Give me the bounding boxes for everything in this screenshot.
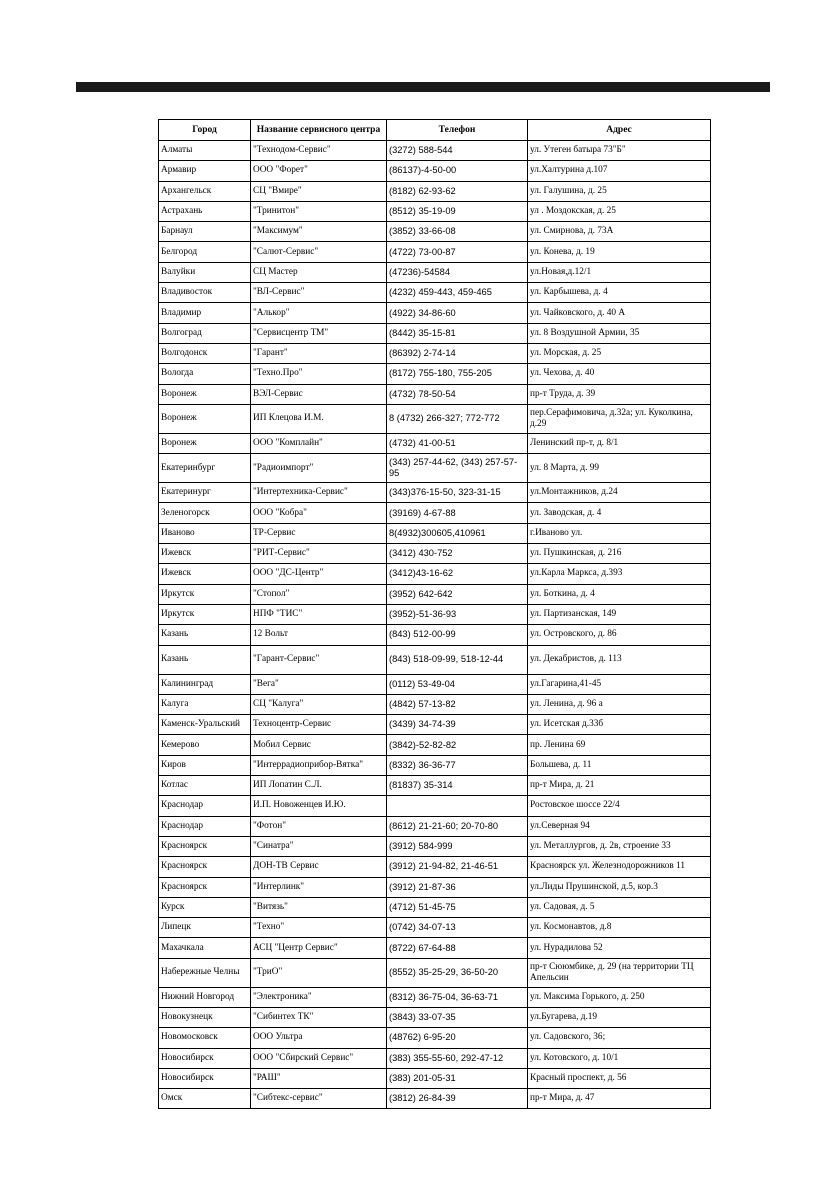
center-name-cell: ООО "ДС-Центр" xyxy=(251,564,387,584)
city-cell: Красноярск xyxy=(159,836,251,856)
phone-cell: (3843) 33-07-35 xyxy=(387,1007,528,1027)
address-cell: ул. 8 Марта, д. 99 xyxy=(528,454,711,483)
city-cell: Алматы xyxy=(159,141,251,161)
center-name-cell: ИП Лопатин С.Л. xyxy=(251,776,387,796)
city-cell: Астрахань xyxy=(159,201,251,221)
center-name-cell: АСЦ "Центр Сервис" xyxy=(251,938,387,958)
address-cell: ул. Садовского, 36; xyxy=(528,1028,711,1048)
city-cell: Каменск-Уральский xyxy=(159,715,251,735)
address-cell: ул. Максима Горького, д. 250 xyxy=(528,987,711,1007)
phone-cell: (4922) 34-86-60 xyxy=(387,303,528,323)
phone-cell: (8512) 35-19-09 xyxy=(387,201,528,221)
table-row xyxy=(159,503,711,523)
address-cell: ул. Партизанская, 149 xyxy=(528,604,711,624)
phone-cell: (3412)43-16-62 xyxy=(387,564,528,584)
address-cell: пр-т Мира, д. 21 xyxy=(528,776,711,796)
address-cell: ул. Декабристов, д. 113 xyxy=(528,645,711,674)
city-cell: Котлас xyxy=(159,776,251,796)
city-cell: Красноярск xyxy=(159,877,251,897)
address-cell: ул. Исетская д.33б xyxy=(528,715,711,735)
address-cell: ул. 8 Воздушной Армии, 35 xyxy=(528,323,711,343)
phone-cell: (4732) 78-50-54 xyxy=(387,384,528,404)
address-cell: ул. Пушкинская, д. 216 xyxy=(528,544,711,564)
center-name-cell: "Фотон" xyxy=(251,816,387,836)
phone-cell: (343)376-15-50, 323-31-15 xyxy=(387,483,528,503)
address-cell: пр-т Сююмбике, д. 29 (на территории ТЦ Апельсин xyxy=(528,958,711,987)
center-name-cell: "Интерлинк" xyxy=(251,877,387,897)
table-row xyxy=(159,918,711,938)
table-row xyxy=(159,433,711,453)
center-name-cell: "Синатра" xyxy=(251,836,387,856)
address-cell: ул.Монтажников, д.24 xyxy=(528,483,711,503)
center-name-cell: СЦ "Калуга" xyxy=(251,694,387,714)
center-name-cell: "Электроника" xyxy=(251,987,387,1007)
center-name-cell: "Сибинтех ТК" xyxy=(251,1007,387,1027)
city-cell: Зеленогорск xyxy=(159,503,251,523)
phone-cell: 8 (4732) 266-327; 772-772 xyxy=(387,404,528,433)
city-cell: Ижевск xyxy=(159,544,251,564)
table-row xyxy=(159,141,711,161)
city-cell: Нижний Новгород xyxy=(159,987,251,1007)
center-name-cell: "Сервисцентр ТМ" xyxy=(251,323,387,343)
address-cell: ул.Северная 94 xyxy=(528,816,711,836)
center-name-cell: "ТриО" xyxy=(251,958,387,987)
table-row xyxy=(159,674,711,694)
address-cell: ул. Островского, д. 86 xyxy=(528,625,711,645)
city-cell: Ижевск xyxy=(159,564,251,584)
phone-cell: (3912) 21-94-82, 21-46-51 xyxy=(387,857,528,877)
phone-cell: (843) 518-09-99, 518-12-44 xyxy=(387,645,528,674)
table-row xyxy=(159,735,711,755)
center-name-cell: "Техно" xyxy=(251,918,387,938)
center-name-cell: "Сибтекс-сервис" xyxy=(251,1089,387,1109)
table-row xyxy=(159,262,711,282)
city-cell: Воронеж xyxy=(159,404,251,433)
city-cell: Омск xyxy=(159,1089,251,1109)
phone-cell: (86137)-4-50-00 xyxy=(387,161,528,181)
table-row xyxy=(159,645,711,674)
table-row xyxy=(159,544,711,564)
center-name-cell: "Технодом-Сервис" xyxy=(251,141,387,161)
address-cell: г.Иваново ул. xyxy=(528,523,711,543)
center-name-cell: "Стопол" xyxy=(251,584,387,604)
table-row xyxy=(159,364,711,384)
address-cell: пр. Ленина 69 xyxy=(528,735,711,755)
city-cell: Волгоград xyxy=(159,323,251,343)
phone-cell: (8332) 36-36-77 xyxy=(387,755,528,775)
phone-cell: (3272) 588-544 xyxy=(387,141,528,161)
phone-cell: (343) 257-44-62, (343) 257-57-95 xyxy=(387,454,528,483)
phone-cell: (8182) 62-93-62 xyxy=(387,181,528,201)
address-cell: ул.Бугарева, д.19 xyxy=(528,1007,711,1027)
city-cell: Барнаул xyxy=(159,222,251,242)
top-rule xyxy=(76,82,770,92)
center-name-cell: НПФ "ТИС" xyxy=(251,604,387,624)
phone-cell: (4732) 41-00-51 xyxy=(387,433,528,453)
header-phone: Телефон xyxy=(387,120,528,141)
center-name-cell: ООО "Комплайн" xyxy=(251,433,387,453)
city-cell: Воронеж xyxy=(159,433,251,453)
address-cell: ул. Чехова, д. 40 xyxy=(528,364,711,384)
city-cell: Новосибирск xyxy=(159,1048,251,1068)
address-cell: Большева, д. 11 xyxy=(528,755,711,775)
address-cell: ул. Галушина, д. 25 xyxy=(528,181,711,201)
phone-cell: (3912) 21-87-36 xyxy=(387,877,528,897)
table-row xyxy=(159,242,711,262)
city-cell: Екатеринург xyxy=(159,483,251,503)
city-cell: Вологда xyxy=(159,364,251,384)
address-cell: ул. Котовского, д. 10/1 xyxy=(528,1048,711,1068)
address-cell: ул.Халтурина д.107 xyxy=(528,161,711,181)
address-cell: ул. Морская, д. 25 xyxy=(528,343,711,363)
address-cell: ул.Новая,д.12/1 xyxy=(528,262,711,282)
center-name-cell: СЦ Мастер xyxy=(251,262,387,282)
center-name-cell: "Вега" xyxy=(251,674,387,694)
city-cell: Белгород xyxy=(159,242,251,262)
center-name-cell: ВЭЛ-Сервис xyxy=(251,384,387,404)
phone-cell: (47236)-54584 xyxy=(387,262,528,282)
phone-cell: (3439) 34-74-39 xyxy=(387,715,528,735)
phone-cell: 8(4932)300605,410961 xyxy=(387,523,528,543)
phone-cell: (39169) 4-67-88 xyxy=(387,503,528,523)
table-row xyxy=(159,1028,711,1048)
table-row xyxy=(159,454,711,483)
address-cell: пр-т Мира, д. 47 xyxy=(528,1089,711,1109)
address-cell: ул.Карла Маркса, д.393 xyxy=(528,564,711,584)
table-row xyxy=(159,404,711,433)
address-cell: ул. Садовая, д. 5 xyxy=(528,897,711,917)
city-cell: Валуйки xyxy=(159,262,251,282)
phone-cell: (383) 201-05-31 xyxy=(387,1068,528,1088)
address-cell: Красноярск ул. Железнодорожников 11 xyxy=(528,857,711,877)
table-row xyxy=(159,1007,711,1027)
city-cell: Казань xyxy=(159,645,251,674)
table-row xyxy=(159,625,711,645)
phone-cell: (3952) 642-642 xyxy=(387,584,528,604)
table-row xyxy=(159,897,711,917)
center-name-cell: ДОН-ТВ Сервис xyxy=(251,857,387,877)
table-row xyxy=(159,877,711,897)
center-name-cell: Мобил Сервис xyxy=(251,735,387,755)
center-name-cell: ИП Клецова И.М. xyxy=(251,404,387,433)
table-row xyxy=(159,483,711,503)
city-cell: Новокузнецк xyxy=(159,1007,251,1027)
table-header-row xyxy=(159,120,711,141)
center-name-cell: "Тринитон" xyxy=(251,201,387,221)
header-address: Адрес xyxy=(528,120,711,141)
phone-cell: (4842) 57-13-82 xyxy=(387,694,528,714)
city-cell: Курск xyxy=(159,897,251,917)
center-name-cell: ООО "Форет" xyxy=(251,161,387,181)
table-row xyxy=(159,181,711,201)
address-cell: ул.Лиды Прушинской, д.5, кор.3 xyxy=(528,877,711,897)
phone-cell: (4712) 51-45-75 xyxy=(387,897,528,917)
city-cell: Архангельск xyxy=(159,181,251,201)
address-cell: ул. Утеген батыра 73"Б" xyxy=(528,141,711,161)
center-name-cell: 12 Вольт xyxy=(251,625,387,645)
table-row xyxy=(159,938,711,958)
city-cell: Иркутск xyxy=(159,584,251,604)
table-row xyxy=(159,694,711,714)
service-centers-table xyxy=(158,119,711,1109)
city-cell: Киров xyxy=(159,755,251,775)
center-name-cell: "Витязь" xyxy=(251,897,387,917)
city-cell: Липецк xyxy=(159,918,251,938)
phone-cell: (3412) 430-752 xyxy=(387,544,528,564)
address-cell: ул. Боткина, д. 4 xyxy=(528,584,711,604)
table-row xyxy=(159,987,711,1007)
address-cell: пер.Серафимовича, д.32а; ул. Куколкина, д.29 xyxy=(528,404,711,433)
city-cell: Новомосковск xyxy=(159,1028,251,1048)
center-name-cell: "Гарант-Сервис" xyxy=(251,645,387,674)
center-name-cell: "Салют-Сервис" xyxy=(251,242,387,262)
center-name-cell: "РИТ-Сервис" xyxy=(251,544,387,564)
phone-cell: (8442) 35-15-81 xyxy=(387,323,528,343)
address-cell: пр-т Труда, д. 39 xyxy=(528,384,711,404)
phone-cell: (48762) 6-95-20 xyxy=(387,1028,528,1048)
center-name-cell: "Гарант" xyxy=(251,343,387,363)
phone-cell: (8612) 21-21-60; 20-70-80 xyxy=(387,816,528,836)
city-cell: Калининград xyxy=(159,674,251,694)
phone-cell: (8722) 67-64-88 xyxy=(387,938,528,958)
city-cell: Волгодонск xyxy=(159,343,251,363)
address-cell: Ленинский пр-т, д. 8/1 xyxy=(528,433,711,453)
address-cell: ул. Нурадилова 52 xyxy=(528,938,711,958)
table-row xyxy=(159,776,711,796)
city-cell: Махачкала xyxy=(159,938,251,958)
address-cell: ул. Смирнова, д. 73А xyxy=(528,222,711,242)
table-row xyxy=(159,836,711,856)
city-cell: Калуга xyxy=(159,694,251,714)
phone-cell: (8312) 36-75-04, 36-63-71 xyxy=(387,987,528,1007)
center-name-cell: "РАШ" xyxy=(251,1068,387,1088)
phone-cell: (81837) 35-314 xyxy=(387,776,528,796)
table-body xyxy=(159,141,711,1109)
table-row xyxy=(159,384,711,404)
address-cell: ул. Конева, д. 19 xyxy=(528,242,711,262)
phone-cell: (3842)-52-82-82 xyxy=(387,735,528,755)
phone-cell: (4232) 459-443, 459-465 xyxy=(387,283,528,303)
header-city: Город xyxy=(159,120,251,141)
city-cell: Красноярск xyxy=(159,857,251,877)
phone-cell: (86392) 2-74-14 xyxy=(387,343,528,363)
table-row xyxy=(159,796,711,816)
address-cell: ул. Заводская, д. 4 xyxy=(528,503,711,523)
address-cell: ул . Моздокская, д. 25 xyxy=(528,201,711,221)
center-name-cell: И.П. Новоженцев И.Ю. xyxy=(251,796,387,816)
city-cell: Владимир xyxy=(159,303,251,323)
table-row xyxy=(159,283,711,303)
table-row xyxy=(159,1089,711,1109)
table-row xyxy=(159,523,711,543)
center-name-cell: ООО Ультра xyxy=(251,1028,387,1048)
table-row xyxy=(159,857,711,877)
city-cell: Казань xyxy=(159,625,251,645)
phone-cell: (3812) 26-84-39 xyxy=(387,1089,528,1109)
address-cell: ул. Космонавтов, д.8 xyxy=(528,918,711,938)
address-cell: ул. Карбышева, д. 4 xyxy=(528,283,711,303)
city-cell: Иваново xyxy=(159,523,251,543)
center-name-cell: "ВЛ-Сервис" xyxy=(251,283,387,303)
table-row xyxy=(159,201,711,221)
center-name-cell: Техноцентр-Сервис xyxy=(251,715,387,735)
table-row xyxy=(159,755,711,775)
center-name-cell: "Радиоимпорт" xyxy=(251,454,387,483)
address-cell: Ростовское шоссе 22/4 xyxy=(528,796,711,816)
center-name-cell: "Интертехника-Сервис" xyxy=(251,483,387,503)
table-row xyxy=(159,303,711,323)
table-row xyxy=(159,222,711,242)
city-cell: Иркутск xyxy=(159,604,251,624)
address-cell: Красный проспект, д. 56 xyxy=(528,1068,711,1088)
table-row xyxy=(159,564,711,584)
phone-cell: (0742) 34-07-13 xyxy=(387,918,528,938)
table-row xyxy=(159,715,711,735)
phone-cell: (8552) 35-25-29, 36-50-20 xyxy=(387,958,528,987)
table-row xyxy=(159,343,711,363)
city-cell: Краснодар xyxy=(159,796,251,816)
phone-cell: (3912) 584-999 xyxy=(387,836,528,856)
table-row xyxy=(159,323,711,343)
table-row xyxy=(159,1068,711,1088)
address-cell: ул. Ленина, д. 96 а xyxy=(528,694,711,714)
address-cell: ул.Гагарина,41-45 xyxy=(528,674,711,694)
table-row xyxy=(159,584,711,604)
table-row xyxy=(159,1048,711,1068)
phone-cell: (0112) 53-49-04 xyxy=(387,674,528,694)
city-cell: Екатеринбург xyxy=(159,454,251,483)
center-name-cell: "Алькор" xyxy=(251,303,387,323)
table-row xyxy=(159,958,711,987)
table-row xyxy=(159,816,711,836)
table-row xyxy=(159,161,711,181)
header-center-name: Название сервисного центра xyxy=(251,120,387,141)
phone-cell xyxy=(387,796,528,816)
center-name-cell: ООО "Сбирский Сервис" xyxy=(251,1048,387,1068)
phone-cell: (8172) 755-180, 755-205 xyxy=(387,364,528,384)
center-name-cell: "Интеррадиоприбор-Вятка" xyxy=(251,755,387,775)
city-cell: Армавир xyxy=(159,161,251,181)
table-row xyxy=(159,604,711,624)
phone-cell: (3952)-51-36-93 xyxy=(387,604,528,624)
center-name-cell: "Техно.Про" xyxy=(251,364,387,384)
address-cell: ул. Чайковского, д. 40 А xyxy=(528,303,711,323)
center-name-cell: СЦ "Вмире" xyxy=(251,181,387,201)
phone-cell: (843) 512-00-99 xyxy=(387,625,528,645)
address-cell: ул. Металлургов, д. 2в, строение 33 xyxy=(528,836,711,856)
city-cell: Воронеж xyxy=(159,384,251,404)
center-name-cell: "Максимум" xyxy=(251,222,387,242)
city-cell: Владивосток xyxy=(159,283,251,303)
phone-cell: (383) 355-55-60, 292-47-12 xyxy=(387,1048,528,1068)
phone-cell: (4722) 73-00-87 xyxy=(387,242,528,262)
center-name-cell: ООО "Кобра" xyxy=(251,503,387,523)
city-cell: Новосибирск xyxy=(159,1068,251,1088)
city-cell: Краснодар xyxy=(159,816,251,836)
city-cell: Набережные Челны xyxy=(159,958,251,987)
phone-cell: (3852) 33-66-08 xyxy=(387,222,528,242)
center-name-cell: ТР-Сервис xyxy=(251,523,387,543)
city-cell: Кемерово xyxy=(159,735,251,755)
